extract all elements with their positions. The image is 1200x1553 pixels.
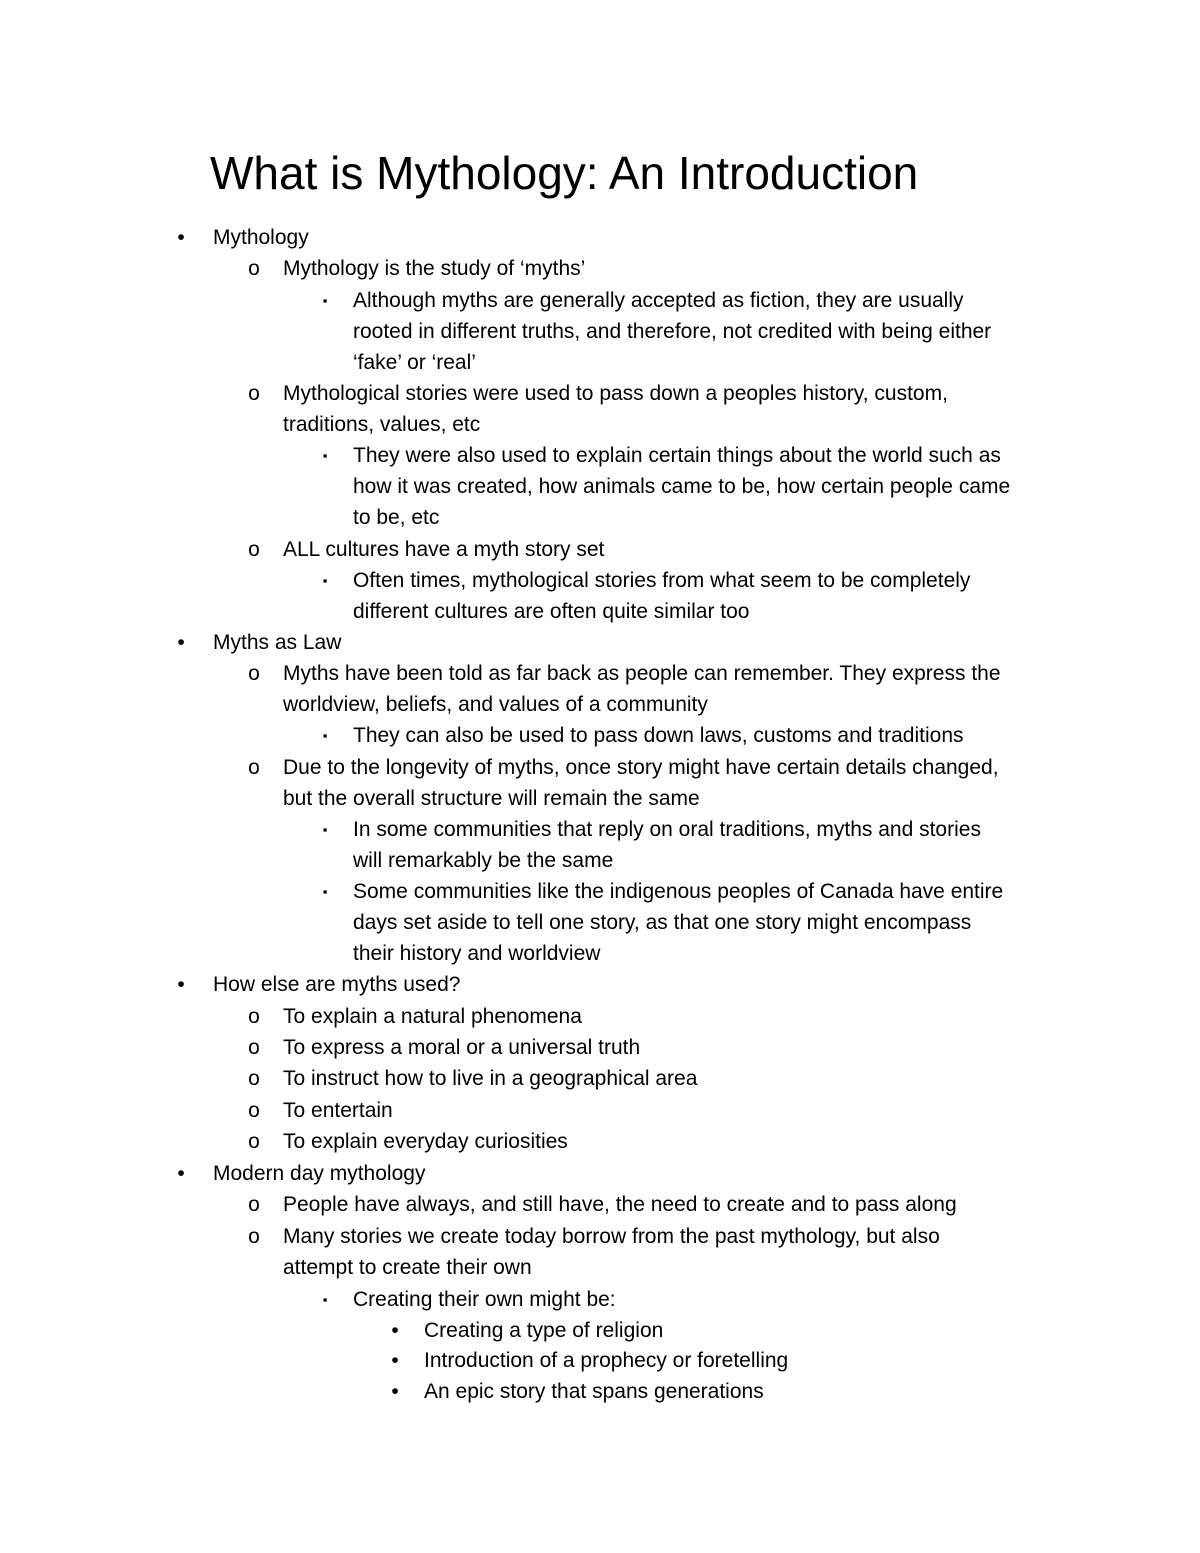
bullet-circle: o xyxy=(248,756,260,779)
bullet-square: ▪ xyxy=(322,728,328,743)
bullet-square: ▪ xyxy=(322,884,328,899)
list-item-text: In some communities that reply on oral traditions, myths and stories xyxy=(353,818,981,841)
list-item xyxy=(248,1063,698,1094)
bullet-circle: o xyxy=(248,1130,260,1153)
list-item xyxy=(177,627,342,658)
list-item-text: traditions, values, etc xyxy=(283,413,481,436)
list-item-text: To explain a natural phenomena xyxy=(283,1005,582,1028)
list-item-continuation xyxy=(283,783,700,814)
bullet-dot: • xyxy=(177,631,185,654)
list-item xyxy=(391,1376,764,1407)
list-item-text: An epic story that spans generations xyxy=(424,1380,764,1403)
list-item-text: They can also be used to pass down laws, customs and traditions xyxy=(353,724,964,747)
list-item xyxy=(391,1315,664,1346)
list-item-text: different cultures are often quite similar too xyxy=(353,600,750,623)
list-item-continuation xyxy=(353,502,439,533)
list-item xyxy=(322,565,971,596)
bullet-dot: • xyxy=(391,1349,399,1372)
list-item-text: attempt to create their own xyxy=(283,1256,532,1279)
list-item-continuation xyxy=(353,907,971,938)
list-item-text: Introduction of a prophecy or foretelling xyxy=(424,1349,789,1372)
list-item xyxy=(248,1001,582,1032)
bullet-circle: o xyxy=(248,1036,260,1059)
bullet-circle: o xyxy=(248,1067,260,1090)
bullet-circle: o xyxy=(248,662,260,685)
list-item-text: days set aside to tell one story, as that one story might encompass xyxy=(353,911,972,934)
bullet-square: ▪ xyxy=(322,1292,328,1307)
list-item-text: rooted in different truths, and therefore, not credited with being either xyxy=(353,320,992,343)
bullet-circle: o xyxy=(248,257,260,280)
list-item-text: ‘fake’ or ‘real’ xyxy=(353,351,476,374)
list-item-text: Often times, mythological stories from what seem to be completely xyxy=(353,569,971,592)
bullet-circle: o xyxy=(248,1005,260,1028)
list-item xyxy=(248,658,1001,689)
list-item-continuation xyxy=(353,845,613,876)
list-item-text: To express a moral or a universal truth xyxy=(283,1036,641,1059)
list-item-text: Myths have been told as far back as people can remember. They express the xyxy=(283,662,1001,685)
list-item-continuation xyxy=(353,316,991,347)
bullet-dot: • xyxy=(177,226,185,249)
bullet-dot: • xyxy=(391,1319,399,1342)
list-item xyxy=(248,1126,568,1157)
list-item-text: To entertain xyxy=(283,1099,393,1122)
list-item xyxy=(177,222,309,253)
list-item-text: Some communities like the indigenous peoples of Canada have entire xyxy=(353,880,1004,903)
list-item xyxy=(248,1221,940,1252)
list-item-text: They were also used to explain certain things about the world such as xyxy=(353,444,1001,467)
list-item-text: Myths as Law xyxy=(213,631,342,654)
list-item xyxy=(322,720,964,751)
bullet-circle: o xyxy=(248,382,260,405)
list-item xyxy=(177,1158,426,1189)
list-item xyxy=(248,378,948,409)
bullet-dot: • xyxy=(391,1380,399,1403)
list-item xyxy=(322,876,1004,907)
list-item-continuation xyxy=(283,409,480,440)
bullet-circle: o xyxy=(248,538,260,561)
bullet-dot: • xyxy=(177,973,185,996)
list-item-continuation xyxy=(283,1252,532,1283)
bullet-circle: o xyxy=(248,1193,260,1216)
list-item xyxy=(322,440,1001,471)
list-item xyxy=(322,814,981,845)
list-item xyxy=(322,285,964,316)
list-item-text: Due to the longevity of myths, once story might have certain details changed, xyxy=(283,756,999,779)
list-item-text: Many stories we create today borrow from the past mythology, but also xyxy=(283,1225,940,1248)
bullet-dot: • xyxy=(177,1162,185,1185)
list-item-text: Although myths are generally accepted as fiction, they are usually xyxy=(353,289,964,312)
bullet-circle: o xyxy=(248,1099,260,1122)
list-item xyxy=(248,1032,641,1063)
list-item-text: to be, etc xyxy=(353,506,440,529)
list-item-text: Modern day mythology xyxy=(213,1162,426,1185)
page-title: What is Mythology: An Introduction xyxy=(210,147,919,199)
list-item-continuation xyxy=(283,689,708,720)
bullet-square: ▪ xyxy=(322,573,328,588)
list-item xyxy=(177,969,461,1000)
list-item-text: People have always, and still have, the need to create and to pass along xyxy=(283,1193,957,1216)
list-item-continuation xyxy=(353,596,750,627)
list-item-text: Mythological stories were used to pass down a peoples history, custom, xyxy=(283,382,948,405)
list-item-text: ALL cultures have a myth story set xyxy=(283,538,605,561)
list-item xyxy=(248,752,999,783)
list-item-continuation xyxy=(353,471,1010,502)
list-item-text: but the overall structure will remain the same xyxy=(283,787,700,810)
list-item xyxy=(248,534,605,565)
bullet-square: ▪ xyxy=(322,448,328,463)
list-item-text: will remarkably be the same xyxy=(353,849,614,872)
list-item xyxy=(248,253,586,284)
list-item-text: Creating their own might be: xyxy=(353,1288,616,1311)
bullet-square: ▪ xyxy=(322,822,328,837)
list-item-text: their history and worldview xyxy=(353,942,601,965)
list-item-continuation xyxy=(353,938,600,969)
list-item-text: How else are myths used? xyxy=(213,973,461,996)
list-item-text: To instruct how to live in a geographical area xyxy=(283,1067,698,1090)
list-item-continuation xyxy=(353,347,476,378)
bullet-square: ▪ xyxy=(322,293,328,308)
list-item xyxy=(248,1189,957,1220)
list-item xyxy=(248,1095,393,1126)
list-item-text: To explain everyday curiosities xyxy=(283,1130,568,1153)
list-item-text: Creating a type of religion xyxy=(424,1319,664,1342)
list-item-text: Mythology xyxy=(213,226,309,249)
list-item-text: how it was created, how animals came to be, how certain people came xyxy=(353,475,1011,498)
list-item-text: Mythology is the study of ‘myths’ xyxy=(283,257,586,280)
list-item-text: worldview, beliefs, and values of a community xyxy=(283,693,708,716)
list-item xyxy=(391,1345,789,1376)
bullet-circle: o xyxy=(248,1225,260,1248)
list-item xyxy=(322,1284,616,1315)
